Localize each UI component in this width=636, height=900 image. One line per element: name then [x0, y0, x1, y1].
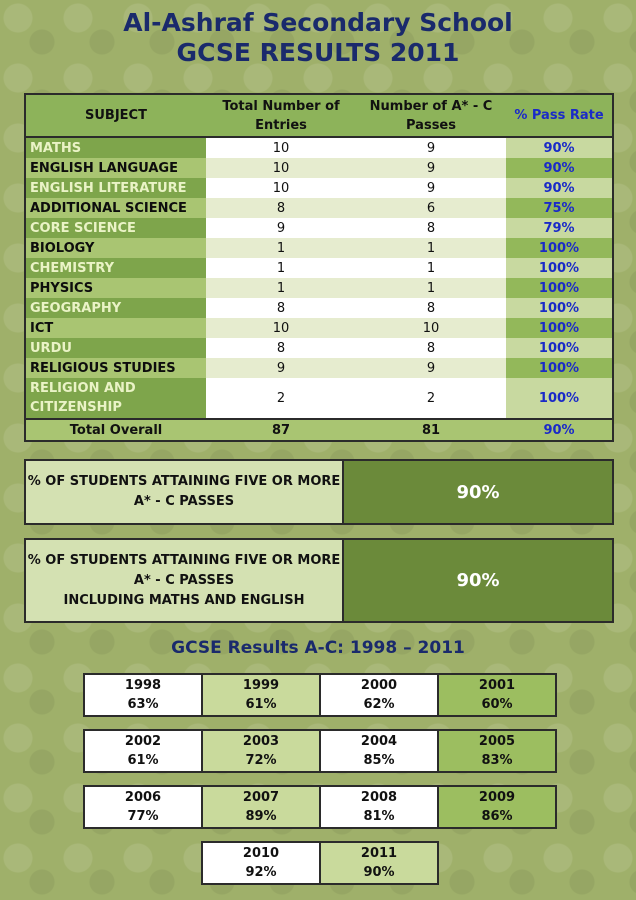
entries-cell: 8 — [206, 338, 356, 358]
pass-rate-cell: 90% — [506, 158, 613, 178]
stat-label: % OF STUDENTS ATTAINING FIVE OR MORE A* - C PASSES — [26, 461, 344, 523]
year-label: 2010 — [242, 846, 280, 861]
year-percent: 72% — [245, 753, 277, 768]
entries-cell: 8 — [206, 298, 356, 318]
table-row — [25, 198, 613, 218]
passes-cell: 9 — [356, 137, 506, 158]
total-passes: 81 — [356, 419, 506, 441]
subject-cell: CHEMISTRY — [25, 258, 206, 278]
header-passes: Number of A* - C Passes — [356, 94, 506, 137]
year-percent: 83% — [481, 753, 513, 768]
subject-cell: ENGLISH LITERATURE — [25, 178, 206, 198]
passes-cell: 9 — [356, 358, 506, 378]
year-percent: 85% — [363, 753, 395, 768]
total-row — [25, 419, 613, 441]
stat-label: % OF STUDENTS ATTAINING FIVE OR MORE A* - C PASSES INCLUDING MATHS AND ENGLISH — [26, 540, 344, 621]
year-cell — [85, 675, 203, 715]
entries-cell: 1 — [206, 238, 356, 258]
total-label: Total Overall — [25, 419, 206, 441]
passes-cell: 8 — [356, 298, 506, 318]
subject-cell: URDU — [25, 338, 206, 358]
pass-rate-cell: 90% — [506, 137, 613, 158]
table-row — [25, 278, 613, 298]
pass-rate-cell: 100% — [506, 258, 613, 278]
year-label: 2000 — [360, 678, 398, 693]
page-title — [0, 8, 636, 68]
pass-rate-cell: 100% — [506, 278, 613, 298]
passes-cell: 1 — [356, 278, 506, 298]
table-row — [25, 378, 613, 419]
pass-rate-cell: 100% — [506, 318, 613, 338]
year-cell — [85, 731, 203, 771]
year-label: 2007 — [242, 790, 280, 805]
year-cell — [439, 731, 555, 771]
subject-cell: RELIGIOUS STUDIES — [25, 358, 206, 378]
five-passes-maths-english-stat — [24, 538, 614, 623]
year-label: 2009 — [478, 790, 516, 805]
year-label: 2005 — [478, 734, 516, 749]
year-percent: 77% — [127, 809, 159, 824]
year-label: 2001 — [478, 678, 516, 693]
entries-cell: 9 — [206, 218, 356, 238]
pass-rate-cell: 100% — [506, 238, 613, 258]
entries-cell: 10 — [206, 137, 356, 158]
passes-cell: 1 — [356, 258, 506, 278]
history-row — [83, 673, 557, 717]
table-row — [25, 318, 613, 338]
pass-rate-cell: 100% — [506, 358, 613, 378]
table-header-row — [25, 94, 613, 137]
pass-rate-cell: 100% — [506, 298, 613, 318]
subject-cell: ENGLISH LANGUAGE — [25, 158, 206, 178]
year-cell — [203, 787, 321, 827]
passes-cell: 10 — [356, 318, 506, 338]
results-body — [25, 137, 613, 441]
entries-cell: 2 — [206, 378, 356, 419]
year-cell — [439, 787, 555, 827]
pass-rate-cell: 90% — [506, 178, 613, 198]
passes-cell: 1 — [356, 238, 506, 258]
entries-cell: 10 — [206, 318, 356, 338]
subject-cell: PHYSICS — [25, 278, 206, 298]
year-label: 1999 — [242, 678, 280, 693]
entries-cell: 10 — [206, 158, 356, 178]
entries-cell: 9 — [206, 358, 356, 378]
subject-cell: ICT — [25, 318, 206, 338]
year-label: 2008 — [360, 790, 398, 805]
history-row — [201, 841, 439, 885]
passes-cell: 8 — [356, 338, 506, 358]
history-row — [83, 729, 557, 773]
table-row — [25, 158, 613, 178]
header-entries: Total Number of Entries — [206, 94, 356, 137]
header-subject: SUBJECT — [25, 94, 206, 137]
year-cell — [203, 731, 321, 771]
year-percent: 61% — [245, 697, 277, 712]
subject-cell: CORE SCIENCE — [25, 218, 206, 238]
year-cell — [439, 675, 555, 715]
year-cell — [321, 731, 439, 771]
year-label: 2002 — [124, 734, 162, 749]
subject-cell: GEOGRAPHY — [25, 298, 206, 318]
year-percent: 89% — [245, 809, 277, 824]
entries-cell: 8 — [206, 198, 356, 218]
year-percent: 63% — [127, 697, 159, 712]
subject-cell: MATHS — [25, 137, 206, 158]
header-pass-rate: % Pass Rate — [506, 94, 613, 137]
subject-cell: ADDITIONAL SCIENCE — [25, 198, 206, 218]
subject-results-table — [24, 93, 614, 442]
passes-cell: 2 — [356, 378, 506, 419]
passes-cell: 9 — [356, 178, 506, 198]
year-cell — [321, 675, 439, 715]
entries-cell: 10 — [206, 178, 356, 198]
pass-rate-cell: 79% — [506, 218, 613, 238]
five-passes-stat — [24, 459, 614, 525]
history-row — [83, 785, 557, 829]
entries-cell: 1 — [206, 278, 356, 298]
passes-cell: 9 — [356, 158, 506, 178]
table-row — [25, 358, 613, 378]
passes-cell: 6 — [356, 198, 506, 218]
year-percent: 86% — [481, 809, 513, 824]
year-percent: 92% — [245, 865, 277, 880]
table-row — [25, 137, 613, 158]
year-percent: 81% — [363, 809, 395, 824]
year-cell — [85, 787, 203, 827]
year-percent: 61% — [127, 753, 159, 768]
year-label: 2011 — [360, 846, 398, 861]
total-entries: 87 — [206, 419, 356, 441]
pass-rate-cell: 100% — [506, 338, 613, 358]
pass-rate-cell: 100% — [506, 378, 613, 419]
table-row — [25, 178, 613, 198]
year-percent: 60% — [481, 697, 513, 712]
table-row — [25, 238, 613, 258]
table-row — [25, 338, 613, 358]
total-pass-rate: 90% — [506, 419, 613, 441]
year-percent: 90% — [363, 865, 395, 880]
passes-cell: 8 — [356, 218, 506, 238]
subject-cell: RELIGION AND CITIZENSHIP — [25, 378, 206, 419]
year-percent: 62% — [363, 697, 395, 712]
year-cell — [203, 843, 321, 883]
stat-value: 90% — [344, 461, 612, 523]
entries-cell: 1 — [206, 258, 356, 278]
year-label: 2004 — [360, 734, 398, 749]
table-row — [25, 298, 613, 318]
subject-cell: BIOLOGY — [25, 238, 206, 258]
table-row — [25, 258, 613, 278]
year-label: 1998 — [124, 678, 162, 693]
year-label: 2003 — [242, 734, 280, 749]
year-cell — [321, 787, 439, 827]
year-cell — [321, 843, 437, 883]
year-label: 2006 — [124, 790, 162, 805]
history-title: GCSE Results A-C: 1998 – 2011 — [171, 638, 465, 658]
stat-value: 90% — [344, 540, 612, 621]
year-cell — [203, 675, 321, 715]
school-name: Al-Ashraf Secondary School — [123, 8, 513, 37]
table-row — [25, 218, 613, 238]
results-heading: GCSE RESULTS 2011 — [176, 38, 460, 67]
pass-rate-cell: 75% — [506, 198, 613, 218]
